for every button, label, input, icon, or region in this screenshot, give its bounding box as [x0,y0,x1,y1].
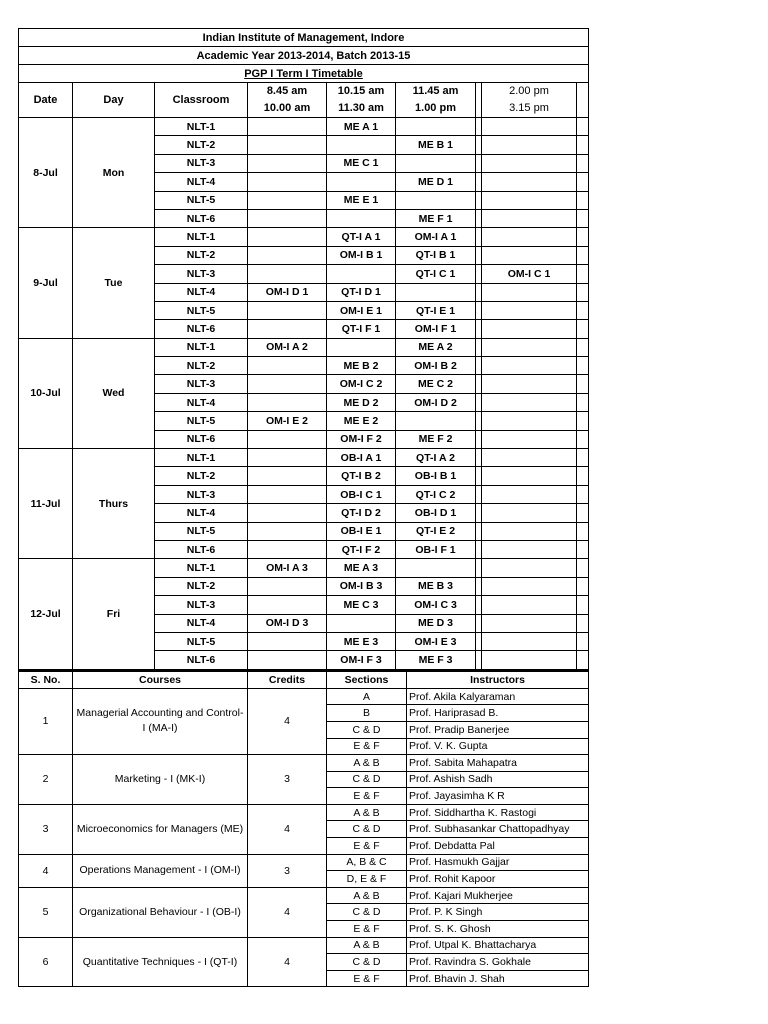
classroom-cell: NLT-2 [155,357,248,375]
slot1-cell: OM-I D 3 [248,614,327,632]
slot1-cell [248,173,327,191]
course-section: A, B & C [327,854,407,871]
spacer-cell-end [577,467,589,485]
slot1-cell [248,375,327,393]
classroom-cell: NLT-5 [155,191,248,209]
classroom-cell: NLT-3 [155,154,248,172]
classroom-cell: NLT-6 [155,540,248,558]
course-section: C & D [327,771,407,788]
slot1-cell [248,449,327,467]
slot2-cell: ME E 3 [327,632,396,650]
slot2-cell: ME C 3 [327,596,396,614]
institute-title: Indian Institute of Management, Indore [19,29,589,47]
spacer-cell-end [577,375,589,393]
slot2-cell: OM-I E 1 [327,301,396,319]
slot1-cell [248,246,327,264]
slot4-cell [482,209,577,227]
day-cell: Mon [73,118,155,228]
slot2-cell: ME A 1 [327,118,396,136]
date-cell: 9-Jul [19,228,73,338]
slot4-cell [482,559,577,577]
slot3-cell: ME F 3 [396,651,476,669]
date-cell: 11-Jul [19,449,73,559]
slot3-cell: QT-I E 2 [396,522,476,540]
timetable-row [19,118,589,136]
spacer-cell-end [577,228,589,246]
slot3-cell [396,412,476,430]
date-header: Date [19,83,73,118]
course-credits: 4 [248,688,327,754]
spacer-cell-end [577,651,589,669]
slot4-header [482,83,577,118]
slot3-cell: ME D 1 [396,173,476,191]
slot2-cell: OM-I C 2 [327,375,396,393]
classroom-cell: NLT-2 [155,136,248,154]
slot3-cell: ME C 2 [396,375,476,393]
spacer-header-end [577,83,589,118]
classroom-cell: NLT-1 [155,449,248,467]
slot3-cell [396,191,476,209]
spacer-cell-end [577,283,589,301]
slot4-cell [482,357,577,375]
classroom-cell: NLT-6 [155,430,248,448]
slot1-cell [248,154,327,172]
spacer-cell-end [577,485,589,503]
course-row [19,854,589,871]
slot1-cell [248,118,327,136]
course-instructor: Prof. Bhavin J. Shah [407,970,589,987]
course-section: A & B [327,887,407,904]
course-name: Managerial Accounting and Control-I (MA-I) [73,688,248,754]
slot3-cell: OM-I A 1 [396,228,476,246]
spacer-cell-end [577,449,589,467]
slot3-cell: OM-I D 2 [396,393,476,411]
slot3-cell: QT-I A 2 [396,449,476,467]
classroom-cell: NLT-5 [155,522,248,540]
course-instructor: Prof. V. K. Gupta [407,738,589,755]
slot2-cell: OB-I E 1 [327,522,396,540]
timetable-title-text: PGP I Term I Timetable [244,67,363,80]
course-row [19,937,589,954]
slot4-cell [482,393,577,411]
spacer-cell-end [577,136,589,154]
slot4-cell [482,504,577,522]
slot3-cell [396,154,476,172]
timetable-row [19,559,589,577]
slot2-cell: ME E 1 [327,191,396,209]
classroom-cell: NLT-1 [155,338,248,356]
slot4-cell [482,228,577,246]
slot4-cell [482,338,577,356]
slot2-cell [327,209,396,227]
classroom-cell: NLT-6 [155,209,248,227]
slot3-cell: ME B 3 [396,577,476,595]
spacer-cell-end [577,430,589,448]
course-credits: 3 [248,755,327,805]
timetable [18,28,589,670]
day-cell: Tue [73,228,155,338]
sections-header: Sections [327,671,407,689]
slot1-cell [248,540,327,558]
slot1-cell [248,577,327,595]
spacer-cell-end [577,209,589,227]
slot4-cell [482,283,577,301]
course-credits: 4 [248,887,327,937]
course-instructor: Prof. Pradip Banerjee [407,721,589,738]
sno-header: S. No. [19,671,73,689]
slot2-cell: OB-I C 1 [327,485,396,503]
course-instructor: Prof. Siddhartha K. Rastogi [407,804,589,821]
slot2-cell [327,173,396,191]
slot1-cell [248,265,327,283]
classroom-cell: NLT-1 [155,118,248,136]
course-sno: 5 [19,887,73,937]
slot2-cell: OM-I B 3 [327,577,396,595]
slot1-cell [248,301,327,319]
classroom-cell: NLT-2 [155,467,248,485]
course-name: Microeconomics for Managers (ME) [73,804,248,854]
spacer-cell-end [577,614,589,632]
course-section: C & D [327,721,407,738]
slot2-header [327,83,396,118]
course-sno: 6 [19,937,73,987]
course-instructor: Prof. Sabita Mahapatra [407,755,589,772]
course-sno: 4 [19,854,73,887]
classroom-cell: NLT-4 [155,614,248,632]
slot3-cell: OB-I F 1 [396,540,476,558]
course-row [19,688,589,705]
slot1-cell: OM-I A 2 [248,338,327,356]
instructors-header: Instructors [407,671,589,689]
timetable-row [19,338,589,356]
course-section: E & F [327,738,407,755]
slot2-cell: QT-I B 2 [327,467,396,485]
slot2-cell [327,265,396,283]
date-cell: 10-Jul [19,338,73,448]
slot2-cell: OM-I F 3 [327,651,396,669]
course-instructor: Prof. Ashish Sadh [407,771,589,788]
classroom-cell: NLT-4 [155,504,248,522]
timetable-sheet [18,28,588,987]
spacer-cell-end [577,301,589,319]
slot4-cell [482,540,577,558]
slot1-cell: OM-I E 2 [248,412,327,430]
slot3-cell: OB-I B 1 [396,467,476,485]
slot1-end: 10.00 am [263,102,311,114]
course-name: Quantitative Techniques - I (QT-I) [73,937,248,987]
timetable-title [19,65,589,83]
slot1-cell [248,209,327,227]
course-instructor: Prof. Akila Kalyaraman [407,688,589,705]
slot1-cell [248,485,327,503]
spacer-cell-end [577,559,589,577]
slot1-cell [248,467,327,485]
course-section: A & B [327,804,407,821]
slot3-cell: OM-I B 2 [396,357,476,375]
classroom-cell: NLT-6 [155,651,248,669]
classroom-cell: NLT-3 [155,265,248,283]
course-instructor: Prof. Kajari Mukherjee [407,887,589,904]
course-instructor: Prof. P. K Singh [407,904,589,921]
spacer-cell-end [577,154,589,172]
slot4-cell [482,449,577,467]
slot1-cell [248,228,327,246]
slot2-cell: QT-I F 1 [327,320,396,338]
slot3-cell [396,283,476,301]
slot3-cell: QT-I B 1 [396,246,476,264]
classroom-cell: NLT-2 [155,246,248,264]
slot3-cell: ME F 1 [396,209,476,227]
slot4-cell [482,154,577,172]
classroom-cell: NLT-3 [155,485,248,503]
course-instructor: Prof. Utpal K. Bhattacharya [407,937,589,954]
slot1-cell [248,522,327,540]
slot4-cell [482,412,577,430]
spacer-cell-end [577,596,589,614]
course-instructor: Prof. Jayasimha K R [407,788,589,805]
slot4-cell: OM-I C 1 [482,265,577,283]
slot2-cell: ME C 1 [327,154,396,172]
classroom-cell: NLT-1 [155,559,248,577]
spacer-cell-end [577,632,589,650]
academic-year: Academic Year 2013-2014, Batch 2013-15 [19,47,589,65]
slot1-cell [248,651,327,669]
slot1-cell [248,393,327,411]
slot1-start: 8.45 am [266,85,308,97]
slot2-cell: ME D 2 [327,393,396,411]
slot2-cell: QT-I F 2 [327,540,396,558]
slot2-cell: OM-I B 1 [327,246,396,264]
slot1-cell [248,430,327,448]
courses-header: Courses [73,671,248,689]
slot3-cell: OM-I F 1 [396,320,476,338]
slot4-cell [482,632,577,650]
slot1-cell [248,632,327,650]
slot4-end: 3.15 pm [509,102,549,114]
spacer-cell-end [577,522,589,540]
course-row [19,804,589,821]
courses-table [18,670,589,988]
slot2-cell [327,338,396,356]
classroom-cell: NLT-4 [155,173,248,191]
slot3-header [396,83,476,118]
course-instructor: Prof. Hariprasad B. [407,705,589,722]
spacer-cell-end [577,504,589,522]
course-sno: 1 [19,688,73,754]
slot3-cell: OB-I D 1 [396,504,476,522]
slot4-cell [482,375,577,393]
spacer-cell-end [577,577,589,595]
course-row [19,755,589,772]
day-cell: Wed [73,338,155,448]
course-section: E & F [327,921,407,938]
spacer-cell-end [577,173,589,191]
course-credits: 4 [248,937,327,987]
slot2-cell: OM-I F 2 [327,430,396,448]
slot2-cell: OB-I A 1 [327,449,396,467]
slot4-cell [482,485,577,503]
slot3-cell: QT-I C 1 [396,265,476,283]
course-name: Marketing - I (MK-I) [73,755,248,805]
slot2-cell: QT-I D 2 [327,504,396,522]
classroom-cell: NLT-1 [155,228,248,246]
spacer-cell-end [577,320,589,338]
classroom-header: Classroom [155,83,248,118]
slot3-cell: ME F 2 [396,430,476,448]
slot3-cell: ME B 1 [396,136,476,154]
slot3-cell: OM-I C 3 [396,596,476,614]
slot2-cell: QT-I A 1 [327,228,396,246]
slot4-cell [482,467,577,485]
classroom-cell: NLT-5 [155,412,248,430]
slot1-header [248,83,327,118]
spacer-cell-end [577,412,589,430]
course-instructor: Prof. Ravindra S. Gokhale [407,954,589,971]
slot1-cell [248,136,327,154]
spacer-cell-end [577,246,589,264]
slot3-cell [396,559,476,577]
course-section: B [327,705,407,722]
classroom-cell: NLT-6 [155,320,248,338]
spacer-cell-end [577,191,589,209]
slot2-cell: ME E 2 [327,412,396,430]
timetable-row [19,228,589,246]
slot1-cell: OM-I D 1 [248,283,327,301]
slot3-cell [396,118,476,136]
slot2-start: 10.15 am [337,85,385,97]
course-name: Operations Management - I (OM-I) [73,854,248,887]
timetable-row [19,449,589,467]
slot3-cell: ME A 2 [396,338,476,356]
spacer-cell-end [577,118,589,136]
course-row [19,887,589,904]
slot1-cell [248,596,327,614]
course-section: E & F [327,970,407,987]
slot2-cell: ME A 3 [327,559,396,577]
slot4-cell [482,118,577,136]
day-header: Day [73,83,155,118]
spacer-cell-end [577,540,589,558]
course-section: A & B [327,937,407,954]
spacer-cell-end [577,393,589,411]
course-credits: 4 [248,804,327,854]
course-section: C & D [327,954,407,971]
slot4-cell [482,136,577,154]
course-section: E & F [327,788,407,805]
course-instructor: Prof. Subhasankar Chattopadhyay [407,821,589,838]
spacer-cell-end [577,357,589,375]
course-section: D, E & F [327,871,407,888]
day-cell: Thurs [73,449,155,559]
slot2-cell: ME B 2 [327,357,396,375]
slot4-cell [482,301,577,319]
classroom-cell: NLT-3 [155,375,248,393]
slot4-cell [482,651,577,669]
slot4-cell [482,577,577,595]
slot3-cell: QT-I C 2 [396,485,476,503]
classroom-cell: NLT-5 [155,632,248,650]
slot4-cell [482,246,577,264]
course-instructor: Prof. Hasmukh Gajjar [407,854,589,871]
slot1-cell [248,357,327,375]
slot4-cell [482,614,577,632]
slot4-cell [482,522,577,540]
slot3-cell: QT-I E 1 [396,301,476,319]
slot1-cell [248,191,327,209]
slot1-cell: OM-I A 3 [248,559,327,577]
slot3-start: 11.45 am [412,85,459,97]
course-instructor: Prof. Debdatta Pal [407,838,589,855]
slot2-cell [327,136,396,154]
course-instructor: Prof. S. K. Ghosh [407,921,589,938]
slot3-end: 1.00 pm [415,102,456,114]
slot4-cell [482,191,577,209]
course-credits: 3 [248,854,327,887]
course-instructor: Prof. Rohit Kapoor [407,871,589,888]
course-sno: 3 [19,804,73,854]
slot3-cell: OM-I E 3 [396,632,476,650]
slot3-cell: ME D 3 [396,614,476,632]
slot1-cell [248,320,327,338]
classroom-cell: NLT-2 [155,577,248,595]
slot2-cell [327,614,396,632]
slot4-cell [482,596,577,614]
classroom-cell: NLT-5 [155,301,248,319]
course-section: C & D [327,904,407,921]
credits-header: Credits [248,671,327,689]
slot1-cell [248,504,327,522]
slot4-cell [482,320,577,338]
slot2-end: 11.30 am [338,102,384,114]
course-section: A & B [327,755,407,772]
date-cell: 12-Jul [19,559,73,669]
classroom-cell: NLT-4 [155,283,248,301]
course-sno: 2 [19,755,73,805]
slot4-start: 2.00 pm [509,85,549,97]
slot2-cell: QT-I D 1 [327,283,396,301]
spacer-cell-end [577,338,589,356]
course-name: Organizational Behaviour - I (OB-I) [73,887,248,937]
slot4-cell [482,430,577,448]
date-cell: 8-Jul [19,118,73,228]
course-section: E & F [327,838,407,855]
course-section: A [327,688,407,705]
classroom-cell: NLT-4 [155,393,248,411]
spacer-cell-end [577,265,589,283]
day-cell: Fri [73,559,155,669]
slot4-cell [482,173,577,191]
course-section: C & D [327,821,407,838]
classroom-cell: NLT-3 [155,596,248,614]
